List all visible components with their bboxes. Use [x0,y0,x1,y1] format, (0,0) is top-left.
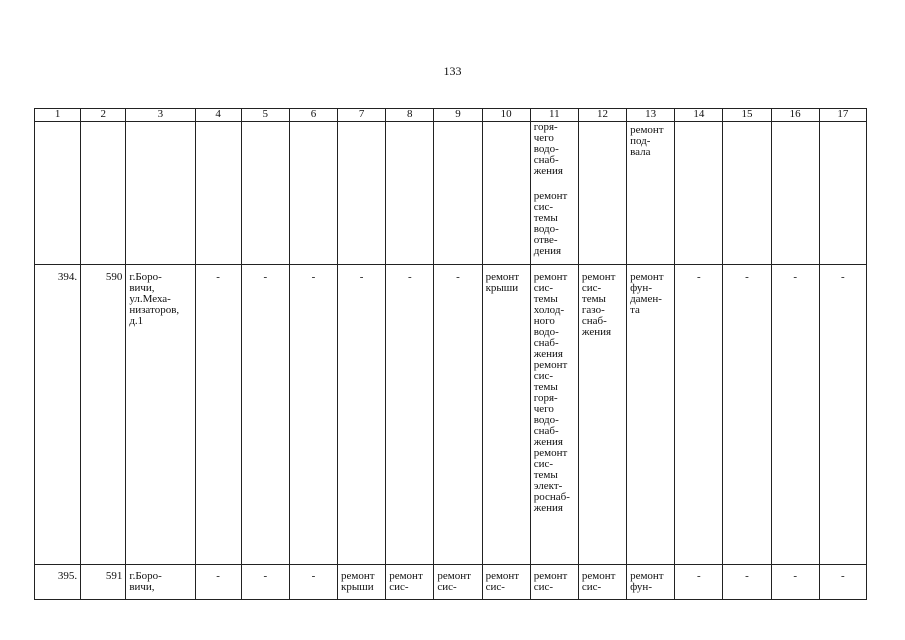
cell-col13: ремонт фун- [627,565,675,600]
cell-col1 [35,122,81,265]
dash-cell: - [386,265,434,565]
row-code: 590 [81,265,126,565]
cell-col8 [386,122,434,265]
column-header: 4 [195,109,241,122]
address-cell: г.Боро- вичи, ул.Меха- низаторов, д.1 [126,265,195,565]
column-header: 5 [241,109,289,122]
dash-cell: - [771,565,819,600]
cell-col5 [241,122,289,265]
dash-cell: - [675,265,723,565]
column-header: 13 [627,109,675,122]
page-number: 133 [443,64,462,78]
table-row [35,122,867,265]
column-header: 9 [434,109,482,122]
cell-col14 [675,122,723,265]
cell-col13: ремонт под- вала [627,122,675,265]
cell-col8: ремонт сис- [386,565,434,600]
cell-col15 [723,122,771,265]
table-row [35,565,867,600]
cell-col9 [434,122,482,265]
cell-col6 [289,122,337,265]
cell-col2 [81,122,126,265]
dash-cell: - [195,565,241,600]
data-table [34,108,867,600]
cell-col10: ремонт сис- [482,565,530,600]
cell-col12: ремонт сис- [578,565,626,600]
cell-col9: ремонт сис- [434,565,482,600]
column-header: 3 [126,109,195,122]
dash-cell: - [819,565,866,600]
column-header: 16 [771,109,819,122]
dash-cell: - [819,265,866,565]
column-header: 12 [578,109,626,122]
cell-col3 [126,122,195,265]
dash-cell: - [723,265,771,565]
cell-col12 [578,122,626,265]
dash-cell: - [289,265,337,565]
column-header: 6 [289,109,337,122]
address-cell: г.Боро- вичи, [126,565,195,600]
dash-cell: - [771,265,819,565]
column-header: 7 [338,109,386,122]
column-header: 8 [386,109,434,122]
table-row [35,265,867,565]
cell-col13: ремонт фун- дамен- та [627,265,675,565]
row-number: 394. [35,265,81,565]
row-code: 591 [81,565,126,600]
table-header-row [35,109,867,122]
dash-cell: - [289,565,337,600]
cell-col11: горя- чего водо- снаб- жения ремонт сис- темы водо- отве- дения [530,122,578,265]
column-header: 11 [530,109,578,122]
cell-col12: ремонт сис- темы газо- снаб- жения [578,265,626,565]
dash-cell: - [241,265,289,565]
column-header: 15 [723,109,771,122]
dash-cell: - [434,265,482,565]
cell-col4 [195,122,241,265]
cell-col16 [771,122,819,265]
cell-col7: ремонт крыши [338,565,386,600]
cell-col17 [819,122,866,265]
cell-col7 [338,122,386,265]
cell-col10 [482,122,530,265]
column-header: 1 [35,109,81,122]
column-header: 14 [675,109,723,122]
column-header: 10 [482,109,530,122]
row-number: 395. [35,565,81,600]
cell-col11: ремонт сис- [530,565,578,600]
dash-cell: - [195,265,241,565]
cell-col11: ремонт сис- темы холод- ного водо- снаб- жения ремонт сис- темы горя- чего водо- снаб- жения ремонт сис- темы элект- роснаб- жения [530,265,578,565]
column-header: 2 [81,109,126,122]
dash-cell: - [338,265,386,565]
column-header: 17 [819,109,866,122]
dash-cell: - [241,565,289,600]
dash-cell: - [723,565,771,600]
cell-col10: ремонт крыши [482,265,530,565]
dash-cell: - [675,565,723,600]
